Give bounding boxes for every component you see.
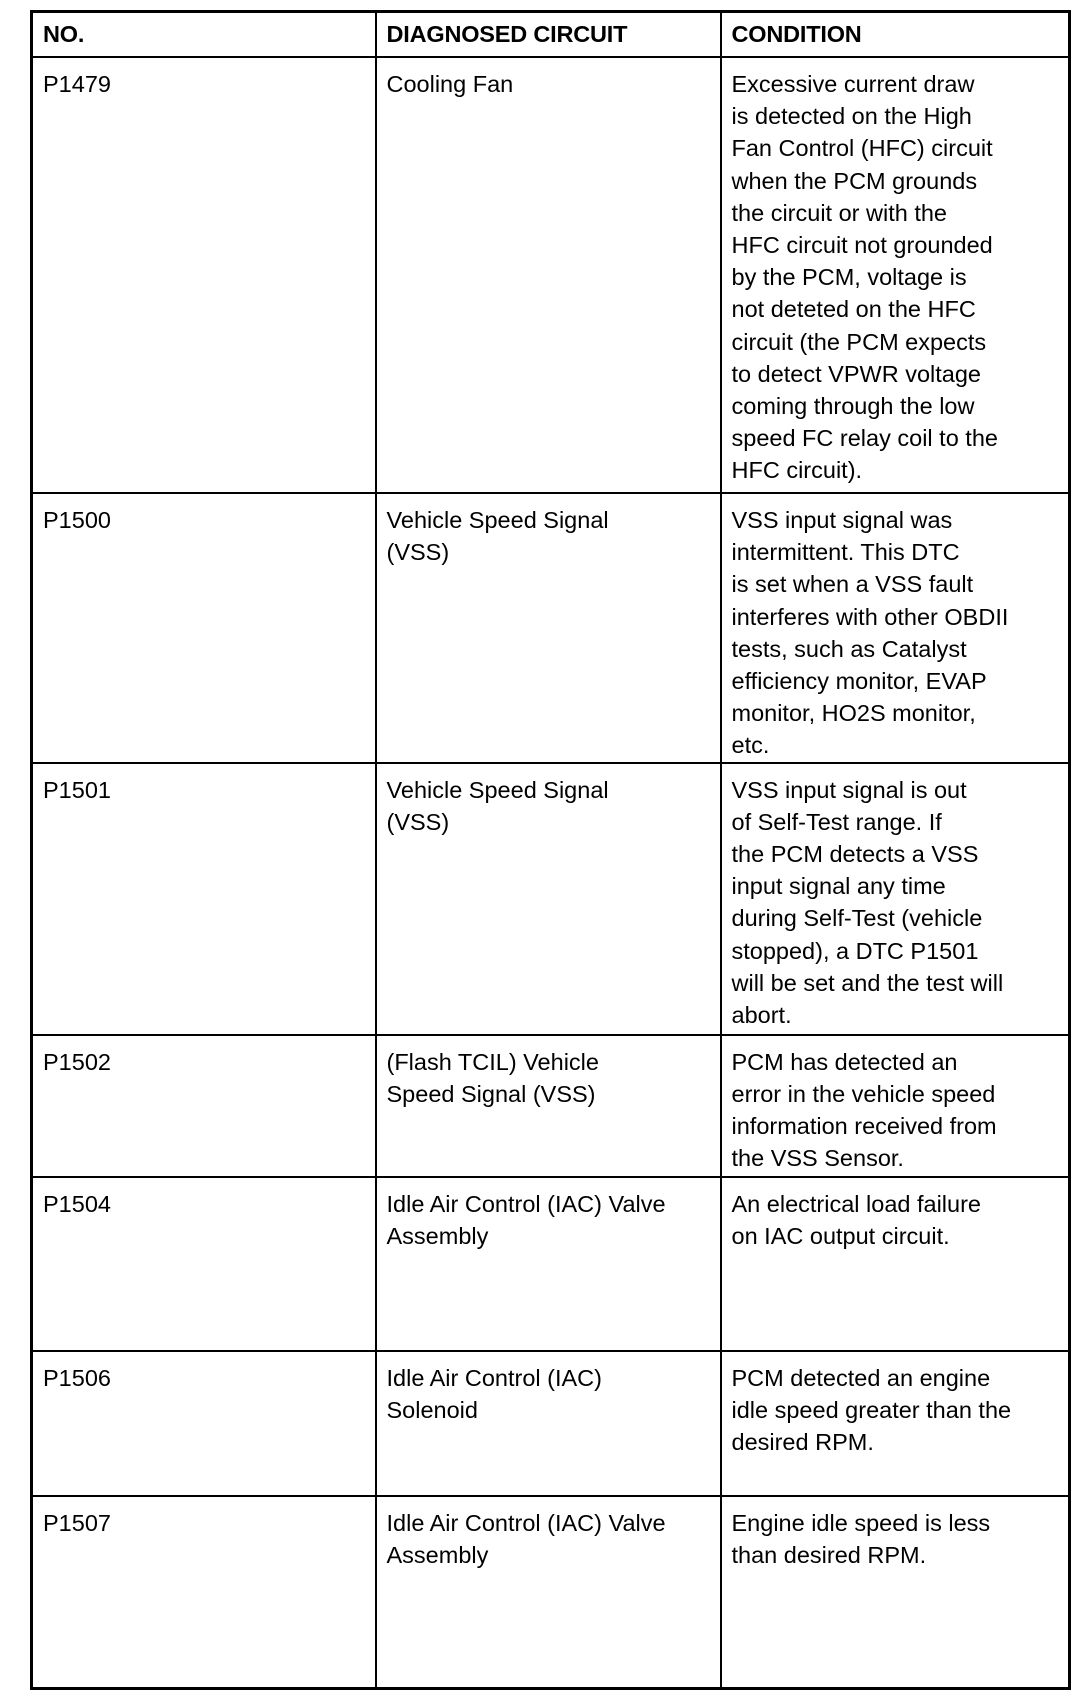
table-header (32, 12, 1070, 58)
cell-no: P1504 (32, 1177, 376, 1351)
cell-condition: PCM detected an engine idle speed greater than the desired RPM. (721, 1351, 1070, 1496)
header-row (32, 12, 1070, 58)
cell-condition: VSS input signal is out of Self-Test range. If the PCM detects a VSS input signal any time during Self-Test (vehicle stopped), a DTC P1501 will be set and the test will abort. (721, 763, 1070, 1035)
cell-circuit: Vehicle Speed Signal (VSS) (376, 493, 721, 763)
cell-condition: Engine idle speed is less than desired RPM. (721, 1496, 1070, 1689)
header-no: NO. (32, 12, 376, 58)
cell-no: P1500 (32, 493, 376, 763)
table-row (32, 57, 1070, 493)
dtc-table (30, 10, 1071, 1690)
cell-condition: VSS input signal was intermittent. This DTC is set when a VSS fault interferes with other OBDII tests, such as Catalyst efficiency monitor, EVAP monitor, HO2S monitor, etc. (721, 493, 1070, 763)
header-condition: CONDITION (721, 12, 1070, 58)
table-row (32, 493, 1070, 763)
cell-no: P1507 (32, 1496, 376, 1689)
table-row (32, 1035, 1070, 1177)
cell-circuit: Idle Air Control (IAC) Valve Assembly (376, 1496, 721, 1689)
cell-condition: Excessive current draw is detected on the High Fan Control (HFC) circuit when the PCM grounds the circuit or with the HFC circuit not grounded by the PCM, voltage is not deteted on the HFC circuit (the PCM expects to detect VPWR voltage coming through the low speed FC relay coil to the HFC circuit). (721, 57, 1070, 493)
cell-condition: PCM has detected an error in the vehicle speed information received from the VSS Sensor. (721, 1035, 1070, 1177)
cell-condition: An electrical load failure on IAC output circuit. (721, 1177, 1070, 1351)
table-body (32, 57, 1070, 1688)
cell-no: P1479 (32, 57, 376, 493)
cell-circuit: Vehicle Speed Signal (VSS) (376, 763, 721, 1035)
cell-circuit: Idle Air Control (IAC) Solenoid (376, 1351, 721, 1496)
table-row (32, 1177, 1070, 1351)
cell-no: P1502 (32, 1035, 376, 1177)
cell-circuit: Idle Air Control (IAC) Valve Assembly (376, 1177, 721, 1351)
table-row (32, 1496, 1070, 1689)
cell-no: P1506 (32, 1351, 376, 1496)
cell-no: P1501 (32, 763, 376, 1035)
table-row (32, 1351, 1070, 1496)
header-diagnosed-circuit: DIAGNOSED CIRCUIT (376, 12, 721, 58)
cell-circuit: (Flash TCIL) Vehicle Speed Signal (VSS) (376, 1035, 721, 1177)
cell-circuit: Cooling Fan (376, 57, 721, 493)
table-row (32, 763, 1070, 1035)
